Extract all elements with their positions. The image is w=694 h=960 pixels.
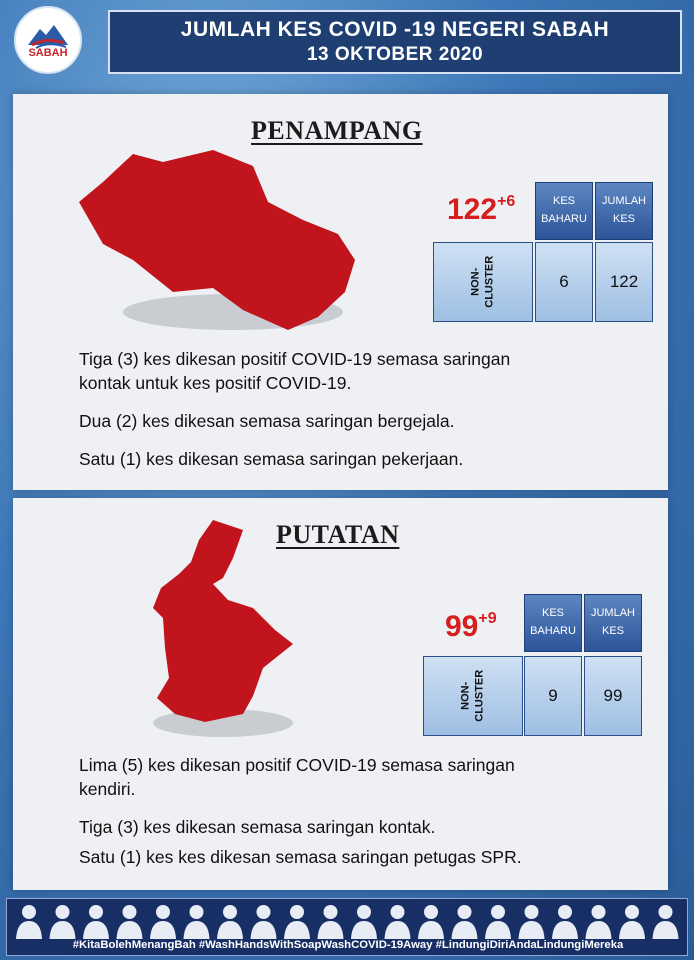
district-title: PENAMPANG bbox=[251, 116, 423, 145]
description-line: Tiga (3) kes dikesan positif COVID-19 semasa saringan bbox=[79, 349, 511, 369]
frontline-workers-icon bbox=[7, 901, 688, 939]
person-body-icon bbox=[318, 921, 344, 939]
person-head-icon bbox=[22, 905, 36, 919]
person-head-icon bbox=[592, 905, 606, 919]
column-header-new-cases: KES BAHARU bbox=[535, 182, 593, 240]
logo-text: SABAH bbox=[28, 47, 68, 59]
total-cases-headline bbox=[445, 610, 497, 644]
person-body-icon bbox=[351, 921, 377, 939]
description-line: Tiga (3) kes dikesan semasa saringan kontak. bbox=[79, 817, 436, 837]
person-body-icon bbox=[284, 921, 310, 939]
new-cases-superscript: +6 bbox=[497, 193, 516, 210]
row-label-cell bbox=[433, 242, 533, 322]
page-date: 13 OKTOBER 2020 bbox=[306, 44, 484, 65]
new-cases-superscript: +9 bbox=[478, 610, 497, 627]
total-cases-number: 99 bbox=[445, 610, 479, 643]
person-body-icon bbox=[251, 921, 277, 939]
description-line: kendiri. bbox=[79, 779, 136, 799]
total-cases-value: 122 bbox=[595, 242, 653, 322]
description-line: Dua (2) kes dikesan semasa saringan bergejala. bbox=[79, 411, 455, 431]
person-body-icon bbox=[418, 921, 444, 939]
total-cases-value: 99 bbox=[584, 656, 642, 736]
row-label: NON- CLUSTER bbox=[459, 670, 485, 722]
person-head-icon bbox=[357, 905, 371, 919]
total-cases-headline bbox=[447, 193, 515, 227]
row-label-cell bbox=[423, 656, 523, 736]
row-label: NON- CLUSTER bbox=[469, 256, 495, 308]
person-head-icon bbox=[56, 905, 70, 919]
person-head-icon bbox=[156, 905, 170, 919]
person-body-icon bbox=[50, 921, 76, 939]
person-head-icon bbox=[659, 905, 673, 919]
footer-banner bbox=[6, 898, 688, 956]
district-title: PUTATAN bbox=[276, 520, 400, 549]
person-body-icon bbox=[150, 921, 176, 939]
description-line: kontak untuk kes positif COVID-19. bbox=[79, 373, 352, 393]
person-body-icon bbox=[485, 921, 511, 939]
person-body-icon bbox=[184, 921, 210, 939]
sabah-logo bbox=[14, 6, 82, 74]
person-body-icon bbox=[519, 921, 545, 939]
person-body-icon bbox=[385, 921, 411, 939]
person-body-icon bbox=[16, 921, 42, 939]
footer-hashtags: #KitaBolehMenangBah #WashHandsWithSoapWashCOVID-19Away #LindungiDiriAndaLindungiMereka bbox=[72, 939, 624, 951]
person-head-icon bbox=[625, 905, 639, 919]
person-head-icon bbox=[424, 905, 438, 919]
person-body-icon bbox=[586, 921, 612, 939]
person-head-icon bbox=[123, 905, 137, 919]
column-header-total-cases: JUMLAH KES bbox=[595, 182, 653, 240]
person-head-icon bbox=[257, 905, 271, 919]
person-body-icon bbox=[83, 921, 109, 939]
person-head-icon bbox=[491, 905, 505, 919]
person-body-icon bbox=[117, 921, 143, 939]
new-cases-value: 9 bbox=[524, 656, 582, 736]
description-line: Satu (1) kes dikesan semasa saringan pekerjaan. bbox=[79, 449, 464, 469]
person-body-icon bbox=[217, 921, 243, 939]
putatan-map-icon bbox=[113, 518, 313, 748]
description-line: Lima (5) kes dikesan positif COVID-19 semasa saringan bbox=[79, 755, 515, 775]
new-cases-value: 6 bbox=[535, 242, 593, 322]
person-head-icon bbox=[89, 905, 103, 919]
person-body-icon bbox=[452, 921, 478, 939]
person-body-icon bbox=[619, 921, 645, 939]
district-panel-penampang bbox=[13, 94, 668, 490]
person-head-icon bbox=[558, 905, 572, 919]
column-header-total-cases: JUMLAH KES bbox=[584, 594, 642, 652]
person-head-icon bbox=[458, 905, 472, 919]
person-head-icon bbox=[391, 905, 405, 919]
district-panel-putatan bbox=[13, 498, 668, 890]
penampang-map-icon bbox=[63, 142, 363, 342]
mountain-logo-icon bbox=[26, 21, 70, 49]
total-cases-number: 122 bbox=[447, 193, 498, 226]
person-head-icon bbox=[525, 905, 539, 919]
page-header bbox=[108, 10, 682, 74]
person-body-icon bbox=[552, 921, 578, 939]
person-head-icon bbox=[290, 905, 304, 919]
person-head-icon bbox=[223, 905, 237, 919]
column-header-new-cases: KES BAHARU bbox=[524, 594, 582, 652]
person-head-icon bbox=[190, 905, 204, 919]
page-title: JUMLAH KES COVID -19 NEGERI SABAH bbox=[180, 18, 610, 41]
person-head-icon bbox=[324, 905, 338, 919]
person-body-icon bbox=[653, 921, 679, 939]
description-line: Satu (1) kes kes dikesan semasa saringan petugas SPR. bbox=[79, 847, 522, 867]
